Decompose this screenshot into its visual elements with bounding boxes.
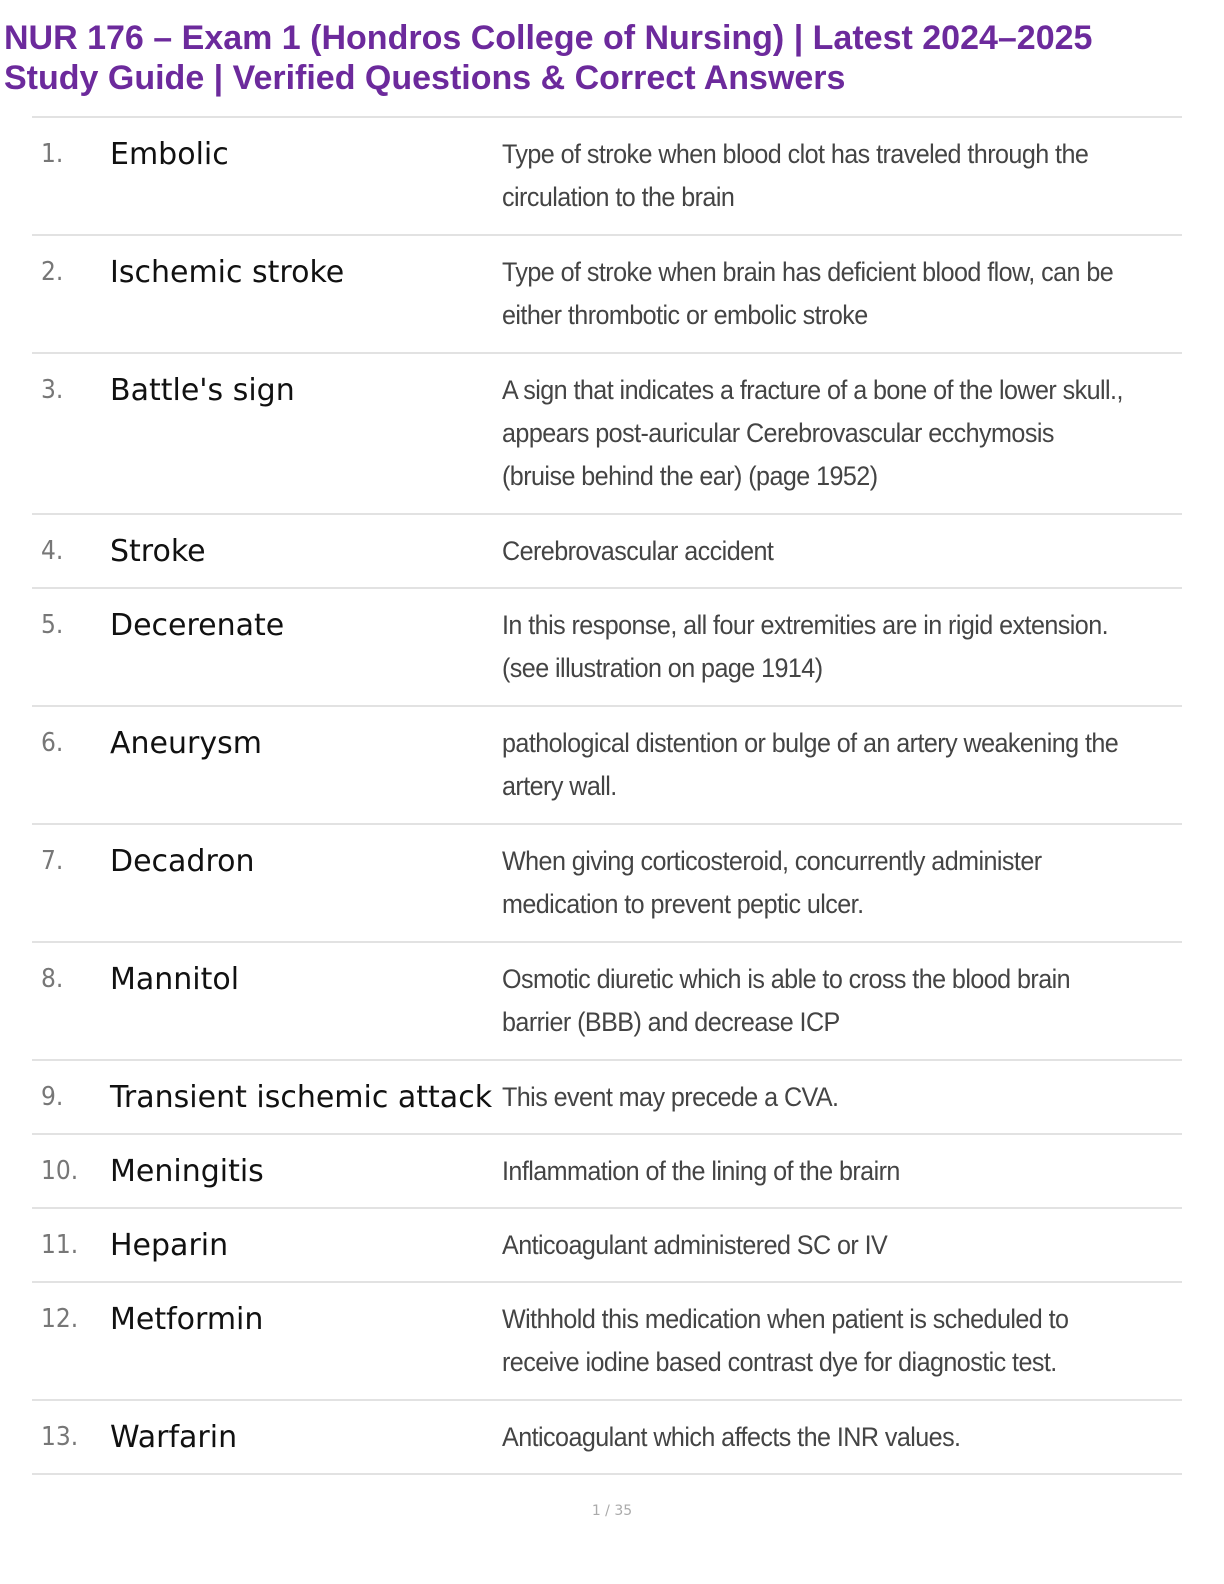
flashcard-row [32, 1135, 1182, 1209]
flashcard-row [32, 943, 1182, 1061]
card-definition: A sign that indicates a fracture of a bone of the lower skull., appears post-auricular Cerebrovascular ecchymosis (bruise behind the ear) (page 1952) [502, 375, 1123, 491]
title-line-2: Study Guide | Verified Questions & Correct Answers [4, 59, 846, 97]
card-number: 12. [41, 1304, 79, 1334]
card-definition: Osmotic diuretic which is able to cross the blood brain barrier (BBB) and decrease ICP [502, 964, 1071, 1037]
page-number: 1 / 35 [591, 1503, 633, 1519]
card-number: 10. [41, 1156, 79, 1186]
flashcard-row [32, 1061, 1182, 1135]
card-term: Embolic [110, 137, 229, 172]
document-title [4, 18, 1204, 98]
card-term: Transient ischemic attack [110, 1080, 493, 1115]
card-term: Warfarin [110, 1420, 238, 1455]
flashcard-row [32, 1283, 1182, 1401]
card-number: 2. [41, 257, 64, 287]
card-term: Heparin [110, 1228, 229, 1263]
flashcard-row [32, 236, 1182, 354]
title-line-1: NUR 176 – Exam 1 (Hondros College of Nursing) | Latest 2024–2025 [4, 19, 1093, 57]
card-definition: Type of stroke when blood clot has traveled through the circulation to the brain [502, 139, 1089, 212]
card-term: Decadron [110, 844, 255, 879]
card-term: Metformin [110, 1302, 264, 1337]
flashcard-row [32, 707, 1182, 825]
card-term: Decerenate [110, 608, 285, 643]
card-number: 5. [41, 610, 64, 640]
card-definition: pathological distention or bulge of an artery weakening the artery wall. [502, 728, 1119, 801]
card-number: 11. [41, 1230, 79, 1260]
card-number: 3. [41, 375, 64, 405]
flashcard-list [32, 116, 1182, 1475]
flashcard-row [32, 354, 1182, 515]
card-definition: When giving corticosteroid, concurrently administer medication to prevent peptic ulcer. [502, 846, 1042, 919]
card-number: 13. [41, 1422, 79, 1452]
card-number: 7. [41, 846, 64, 876]
card-number: 8. [41, 964, 64, 994]
card-number: 6. [41, 728, 64, 758]
card-definition: Withhold this medication when patient is scheduled to receive iodine based contrast dye for diagnostic test. [502, 1304, 1069, 1377]
card-definition: Type of stroke when brain has deficient blood flow, can be either thrombotic or embolic stroke [502, 257, 1114, 330]
card-definition: In this response, all four extremities are in rigid extension. (see illustration on page 1914) [502, 610, 1109, 683]
card-term: Aneurysm [110, 726, 262, 761]
flashcard-row [32, 825, 1182, 943]
flashcard-row [32, 118, 1182, 236]
card-definition: Cerebrovascular accident [502, 536, 774, 566]
card-definition: Inflammation of the lining of the brairn [502, 1156, 900, 1186]
card-term: Ischemic stroke [110, 255, 345, 290]
flashcard-row [32, 1401, 1182, 1475]
card-number: 1. [41, 139, 64, 169]
flashcard-row [32, 515, 1182, 589]
card-definition: This event may precede a CVA. [502, 1082, 839, 1112]
card-term: Stroke [110, 534, 206, 569]
card-term: Mannitol [110, 962, 240, 997]
card-definition: Anticoagulant which affects the INR values. [502, 1422, 961, 1452]
flashcard-row [32, 589, 1182, 707]
card-term: Meningitis [110, 1154, 264, 1189]
card-number: 4. [41, 536, 64, 566]
flashcard-row [32, 1209, 1182, 1283]
card-definition: Anticoagulant administered SC or IV [502, 1230, 888, 1260]
card-term: Battle's sign [110, 373, 295, 408]
card-number: 9. [41, 1082, 64, 1112]
